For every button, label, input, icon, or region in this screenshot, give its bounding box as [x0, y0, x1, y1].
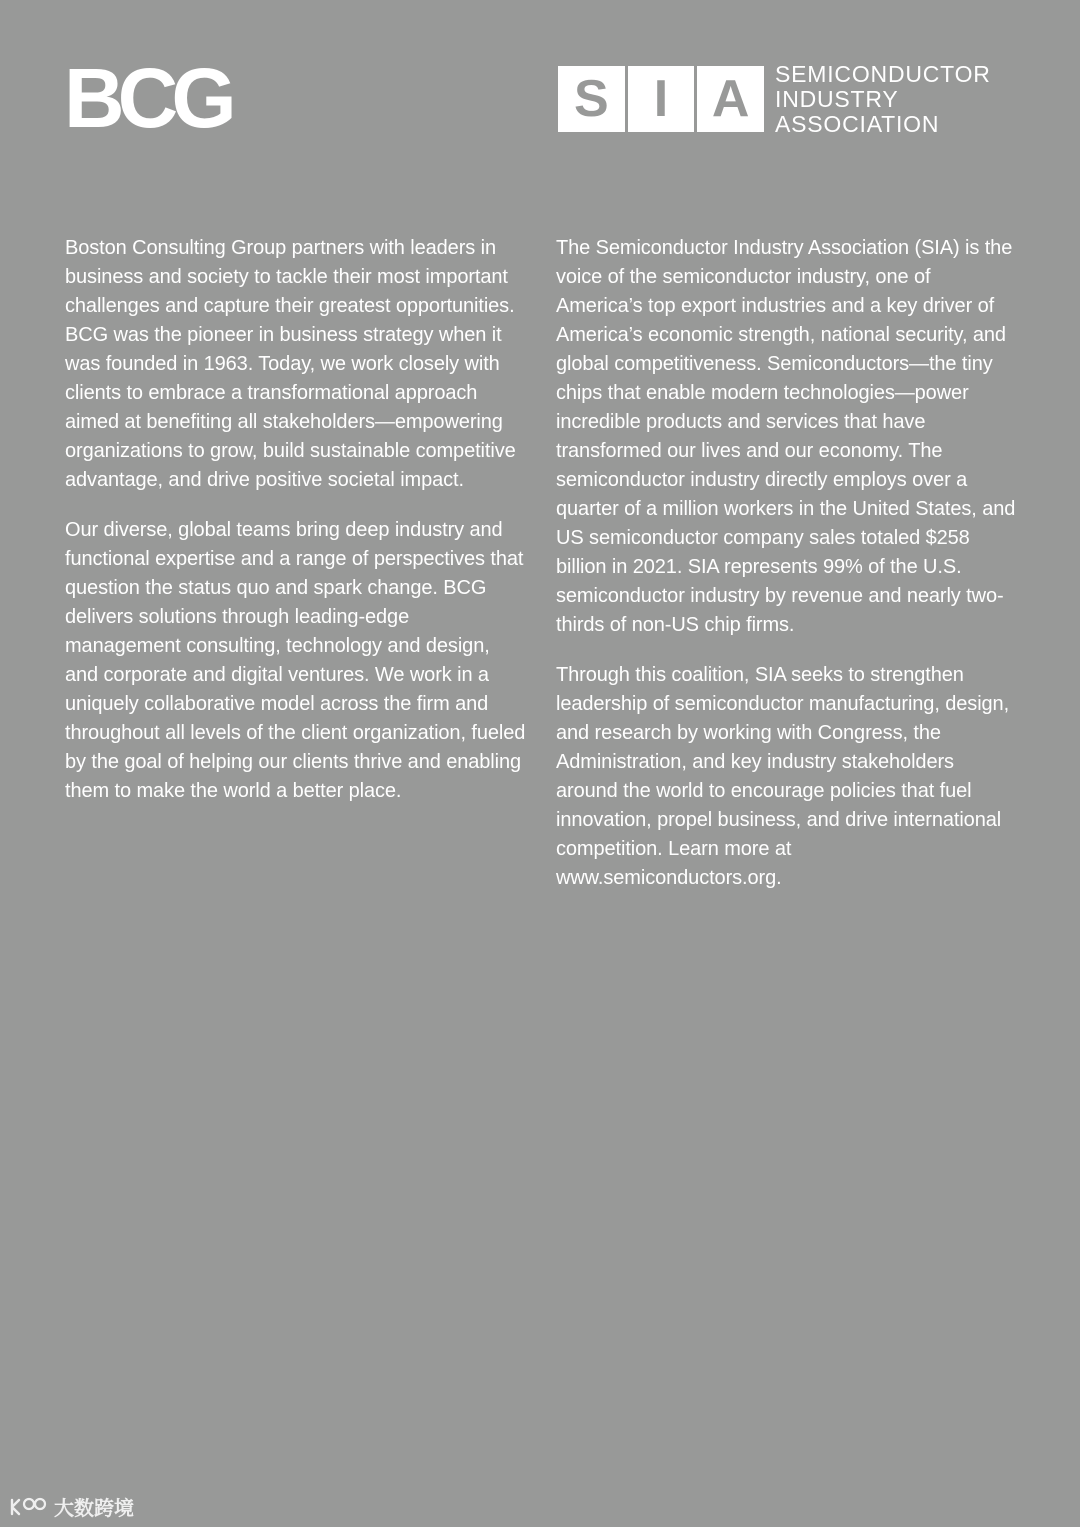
- sia-logo: [558, 61, 998, 137]
- bcg-description-column: [65, 234, 527, 827]
- sia-word-association: ASSOCIATION: [775, 111, 940, 137]
- sia-letter-a: A: [697, 66, 764, 132]
- sia-description-column: [556, 234, 1018, 914]
- sia-paragraph-1: The Semiconductor Industry Association (SIA) is the voice of the semiconductor industry, one of America’s top export industries and a key driver of America’s economic strength, national security, and global competitiveness. Semiconductors—the tiny chips that enable modern technologies—power incredible products and services that have transformed our lives and our economy. The semiconductor industry directly employs over a quarter of a million workers in the United States, and US semiconductor company sales totaled $258 billion in 2021. SIA represents 99% of the U.S. semiconductor industry by revenue and nearly two-thirds of non-US chip firms.: [556, 237, 1016, 636]
- bcg-paragraph-2: Our diverse, global teams bring deep industry and functional expertise and a range of perspectives that question the status quo and spark change. BCG delivers solutions through leading-edge management consulting, technology and design, and corporate and digital ventures. We work in a uniquely collaborative model across the firm and throughout all levels of the client organization, fueled by the goal of helping our clients thrive and enabling them to make the world a better place.: [65, 519, 526, 802]
- sia-letter-i: I: [628, 66, 695, 132]
- sia-word-semiconductor: SEMICONDUCTOR: [775, 61, 991, 87]
- sia-letter-boxes: [558, 66, 764, 132]
- sia-paragraph-2: Through this coalition, SIA seeks to strengthen leadership of semiconductor manufacturing, design, and research by working with Congress, the Administration, and key industry stakeholders around the world to encourage policies that fuel innovation, propel business, and drive international competition. Learn more at www.semiconductors.org.: [556, 664, 1010, 889]
- watermark-text: 大数跨境: [54, 1496, 134, 1520]
- sia-letter-s: S: [558, 66, 625, 132]
- watermark: [10, 1492, 134, 1521]
- bcg-paragraph-1: Boston Consulting Group partners with leaders in business and society to tackle their most important challenges and capture their greatest opportunities. BCG was the pioneer in business strategy when it was founded in 1963. Today, we work closely with clients to embrace a transformational approach aimed at benefiting all stakeholders—empowering organizations to grow, build sustainable competitive advantage, and drive positive societal impact.: [65, 237, 516, 491]
- sia-word-industry: INDUSTRY: [775, 86, 899, 112]
- watermark-logo-icon: [10, 1496, 48, 1518]
- bcg-logo: BCG: [64, 51, 230, 145]
- sia-wordmark: [775, 62, 991, 137]
